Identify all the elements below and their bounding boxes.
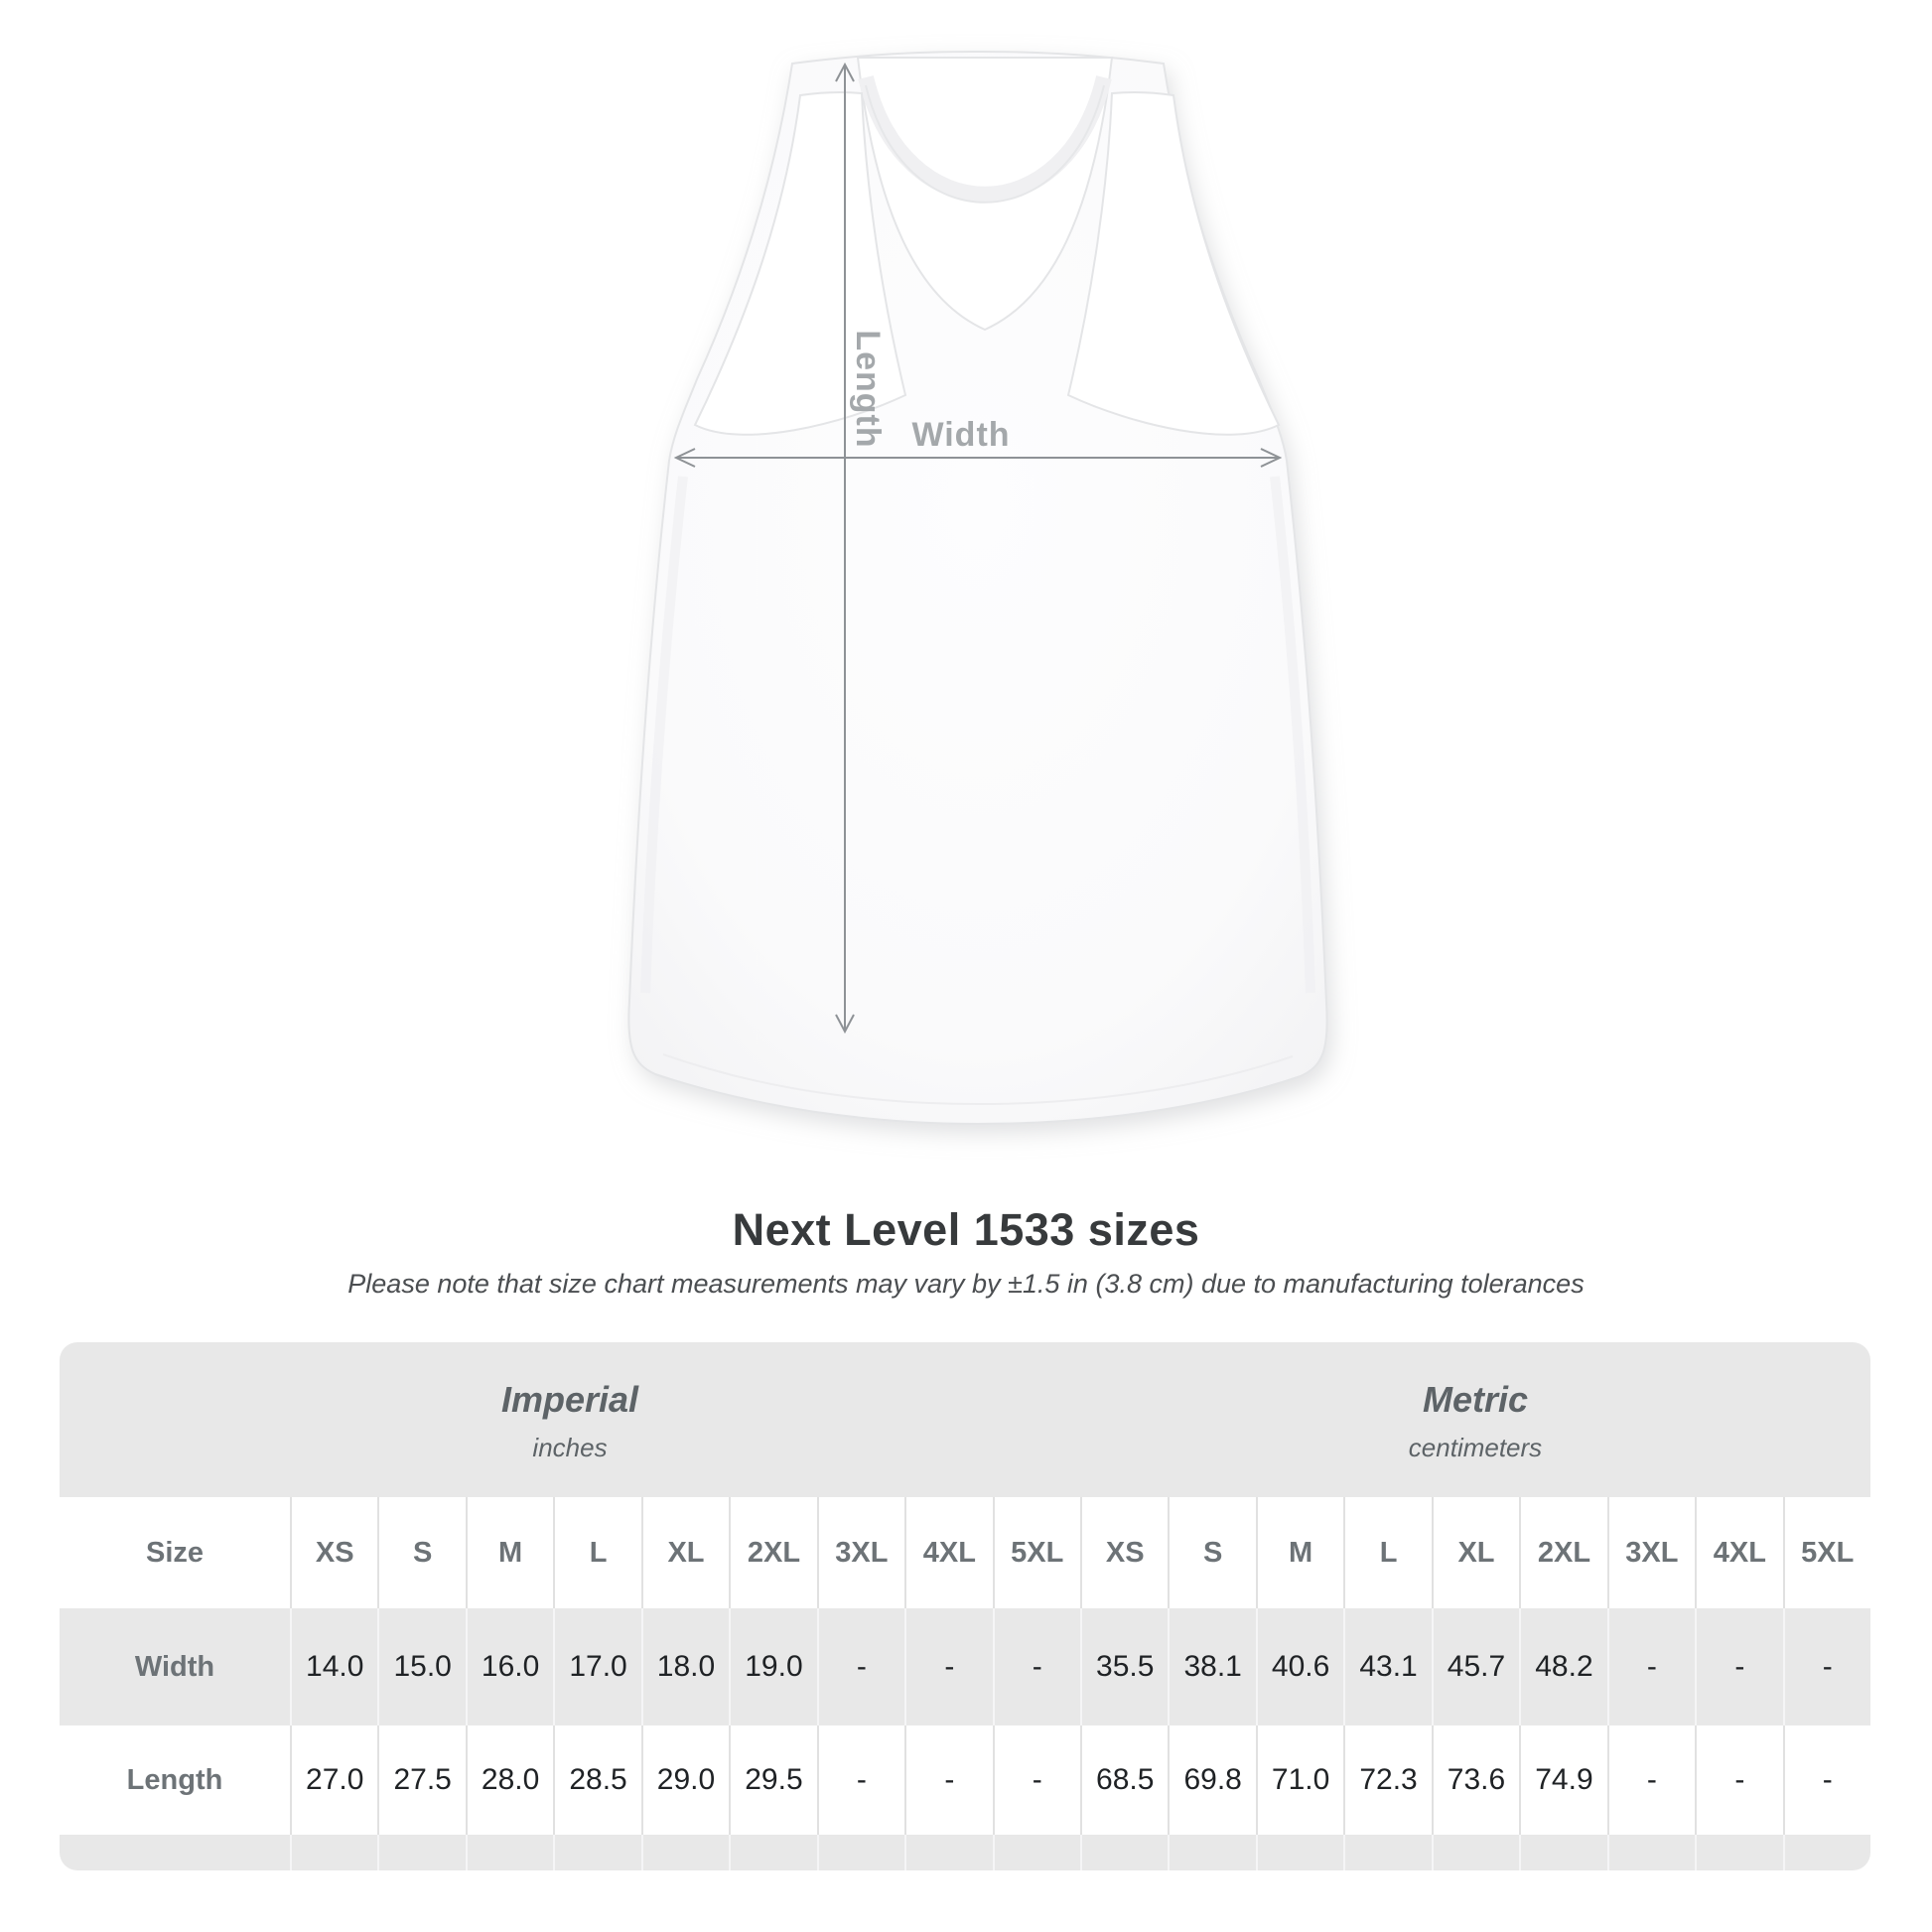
- table-cell: 19.0: [729, 1608, 816, 1725]
- row-label: Width: [134, 1650, 215, 1683]
- table-cell: 27.0: [290, 1725, 377, 1835]
- tolerance-note: Please note that size chart measurements may vary by ±1.5 in (3.8 cm) due to manufacturing tolerances: [347, 1269, 1585, 1299]
- table-cell: 14.0: [290, 1608, 377, 1725]
- table-cell: -: [904, 1725, 992, 1835]
- table-cell: -: [1783, 1608, 1870, 1725]
- table-cell: 45.7: [1432, 1608, 1519, 1725]
- col-header: M: [466, 1497, 553, 1608]
- col-header: 5XL: [993, 1497, 1080, 1608]
- table-cell: 69.8: [1168, 1725, 1255, 1835]
- size-header-row: [60, 1497, 1870, 1608]
- table-row-width: [60, 1608, 1870, 1725]
- size-header-cell: Size: [145, 1536, 205, 1569]
- row-label: Length: [126, 1763, 223, 1796]
- table-cell: 68.5: [1080, 1725, 1168, 1835]
- table-cell: 43.1: [1343, 1608, 1431, 1725]
- table-cell: -: [993, 1608, 1080, 1725]
- col-header: 3XL: [1607, 1497, 1695, 1608]
- table-cell: -: [817, 1725, 904, 1835]
- table-cell: -: [1607, 1608, 1695, 1725]
- imperial-unit-header: [60, 1342, 1080, 1497]
- table-cell: -: [1783, 1725, 1870, 1835]
- table-cell: 38.1: [1168, 1608, 1255, 1725]
- length-dimension-label: Length: [849, 330, 887, 449]
- table-cell: 18.0: [641, 1608, 729, 1725]
- col-header: S: [1168, 1497, 1255, 1608]
- col-header: 5XL: [1783, 1497, 1870, 1608]
- unit-header-band: [60, 1342, 1870, 1497]
- col-header: L: [1343, 1497, 1431, 1608]
- imperial-title: Imperial: [500, 1378, 639, 1420]
- col-header: XL: [1432, 1497, 1519, 1608]
- metric-subtitle: centimeters: [1408, 1432, 1543, 1462]
- col-header: 3XL: [817, 1497, 904, 1608]
- col-header: M: [1256, 1497, 1343, 1608]
- table-cell: 27.5: [377, 1725, 465, 1835]
- metric-unit-header: [1080, 1342, 1870, 1497]
- table-cell: -: [817, 1608, 904, 1725]
- col-header: 2XL: [729, 1497, 816, 1608]
- col-header: 4XL: [904, 1497, 992, 1608]
- col-header: XL: [641, 1497, 729, 1608]
- table-cell: -: [1695, 1608, 1782, 1725]
- table-cell: 29.0: [641, 1725, 729, 1835]
- table-cell: 17.0: [553, 1608, 640, 1725]
- table-cell: 71.0: [1256, 1725, 1343, 1835]
- table-cell: 48.2: [1519, 1608, 1606, 1725]
- table-cell: 15.0: [377, 1608, 465, 1725]
- col-header: 4XL: [1695, 1497, 1782, 1608]
- size-chart-table: [60, 1342, 1870, 1870]
- table-cell: 72.3: [1343, 1725, 1431, 1835]
- col-header: L: [553, 1497, 640, 1608]
- table-cell: 28.0: [466, 1725, 553, 1835]
- table-cell: 74.9: [1519, 1725, 1606, 1835]
- table-cell: -: [993, 1725, 1080, 1835]
- table-cell: 73.6: [1432, 1725, 1519, 1835]
- table-cell: 35.5: [1080, 1608, 1168, 1725]
- page-title: Next Level 1533 sizes: [732, 1204, 1200, 1255]
- table-cell: 29.5: [729, 1725, 816, 1835]
- table-footer-stripe: [60, 1835, 1870, 1870]
- col-header: S: [377, 1497, 465, 1608]
- table-cell: 16.0: [466, 1608, 553, 1725]
- imperial-subtitle: inches: [532, 1432, 608, 1462]
- table-cell: -: [1607, 1725, 1695, 1835]
- col-header: 2XL: [1519, 1497, 1606, 1608]
- table-cell: 28.5: [553, 1725, 640, 1835]
- table-cell: 40.6: [1256, 1608, 1343, 1725]
- table-cell: -: [904, 1608, 992, 1725]
- width-dimension-label: Width: [911, 416, 1011, 454]
- col-header: XS: [1080, 1497, 1168, 1608]
- table-row-length: [60, 1725, 1870, 1835]
- metric-title: Metric: [1422, 1378, 1529, 1420]
- heading-block: [0, 1204, 1932, 1300]
- table-cell: -: [1695, 1725, 1782, 1835]
- col-header: XS: [290, 1497, 377, 1608]
